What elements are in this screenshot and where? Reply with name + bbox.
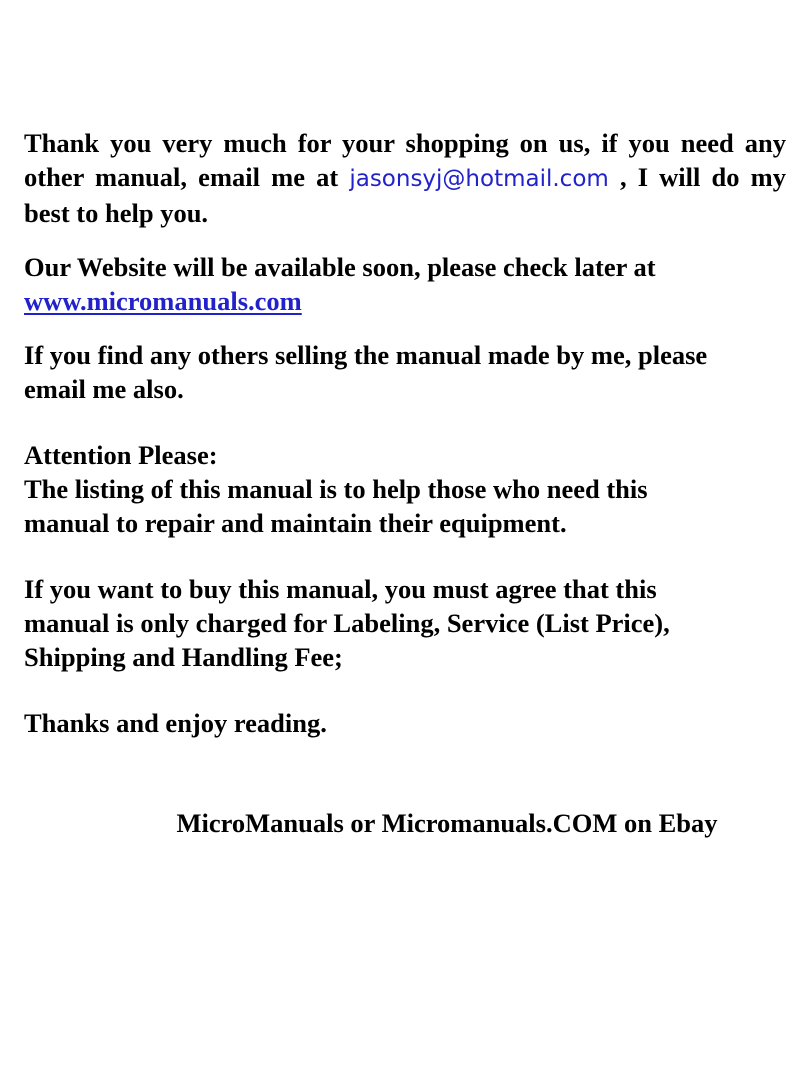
intro-text-after-email: , I will do my best to help you. [24, 162, 786, 228]
intro-paragraph [24, 126, 786, 230]
website-text: Our Website will be available soon, please check later at [24, 252, 656, 282]
email-link[interactable]: jasonsyj@hotmail.com [349, 166, 609, 192]
website-link[interactable]: www.micromanuals.com [24, 286, 302, 316]
agreement-paragraph: If you want to buy this manual, you must agree that this manual is only charged for Labeling, Service (List Price), Shipping and Handling Fee; [24, 574, 670, 672]
attention-text: The listing of this manual is to help those who need this manual to repair and maintain their equipment. [24, 474, 648, 538]
others-selling-paragraph: If you find any others selling the manual made by me, please email me also. [24, 340, 708, 404]
website-paragraph [24, 250, 786, 318]
footer-signature: MicroManuals or Micromanuals.COM on Ebay [176, 808, 718, 838]
attention-heading: Attention Please: [24, 440, 218, 470]
thanks-line: Thanks and enjoy reading. [24, 708, 327, 738]
document-page [24, 126, 786, 840]
intro-text-before-email: Thank you very much for your shopping on us, if you need any other manual, email me at [24, 128, 786, 192]
